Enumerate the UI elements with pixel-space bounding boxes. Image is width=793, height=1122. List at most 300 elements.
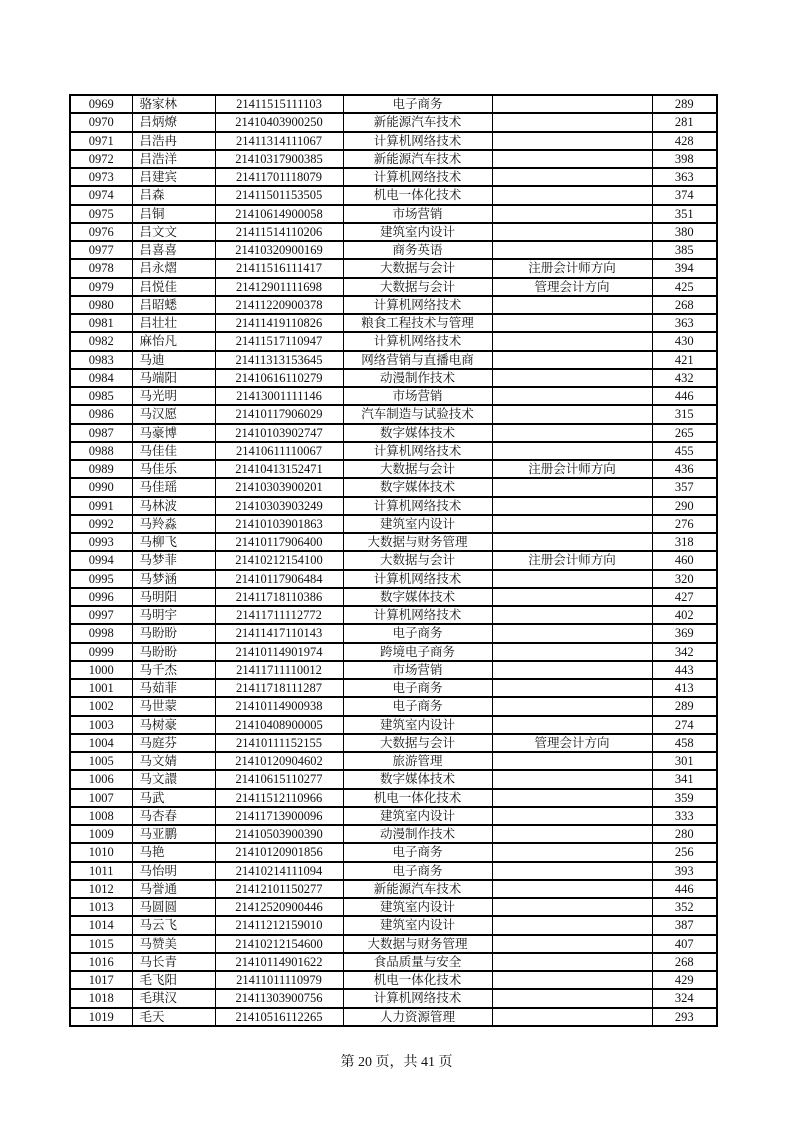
cell-major: 机电一体化技术 bbox=[343, 789, 492, 807]
cell-major: 新能源汽车技术 bbox=[343, 880, 492, 898]
cell-seq: 0975 bbox=[70, 205, 132, 223]
cell-major: 建筑室内设计 bbox=[343, 916, 492, 934]
page-number-footer: 第 20 页，共 41 页 bbox=[340, 1055, 453, 1070]
cell-seq: 0988 bbox=[70, 442, 132, 460]
cell-score: 380 bbox=[652, 223, 717, 241]
table-row bbox=[70, 332, 717, 350]
cell-score: 293 bbox=[652, 1008, 717, 1026]
cell-student-id: 21410117906029 bbox=[215, 405, 343, 423]
cell-direction bbox=[492, 332, 652, 350]
cell-major: 机电一体化技术 bbox=[343, 971, 492, 989]
cell-name: 马千杰 bbox=[132, 661, 215, 679]
cell-score: 421 bbox=[652, 351, 717, 369]
cell-seq: 0972 bbox=[70, 150, 132, 168]
cell-direction bbox=[492, 387, 652, 405]
cell-student-id: 21410214111094 bbox=[215, 862, 343, 880]
cell-name: 吕昭蟋 bbox=[132, 296, 215, 314]
cell-score: 274 bbox=[652, 716, 717, 734]
cell-score: 374 bbox=[652, 186, 717, 204]
cell-seq: 1001 bbox=[70, 679, 132, 697]
cell-score: 265 bbox=[652, 424, 717, 442]
table-row bbox=[70, 460, 717, 478]
cell-student-id: 21410615110277 bbox=[215, 770, 343, 788]
cell-major: 市场营销 bbox=[343, 661, 492, 679]
cell-major: 计算机网络技术 bbox=[343, 132, 492, 150]
cell-direction bbox=[492, 296, 652, 314]
cell-score: 281 bbox=[652, 113, 717, 131]
cell-name: 马梦涵 bbox=[132, 570, 215, 588]
cell-score: 280 bbox=[652, 825, 717, 843]
cell-major: 电子商务 bbox=[343, 624, 492, 642]
cell-student-id: 21411303900756 bbox=[215, 989, 343, 1007]
table-row bbox=[70, 898, 717, 916]
cell-student-id: 21410111152155 bbox=[215, 734, 343, 752]
table-row bbox=[70, 132, 717, 150]
table-row bbox=[70, 278, 717, 296]
cell-seq: 0998 bbox=[70, 624, 132, 642]
cell-direction bbox=[492, 880, 652, 898]
cell-major: 跨境电子商务 bbox=[343, 643, 492, 661]
cell-name: 吕铜 bbox=[132, 205, 215, 223]
table-row bbox=[70, 387, 717, 405]
cell-name: 马盼盼 bbox=[132, 624, 215, 642]
cell-student-id: 21411516111417 bbox=[215, 259, 343, 277]
cell-seq: 1000 bbox=[70, 661, 132, 679]
cell-student-id: 21412520900446 bbox=[215, 898, 343, 916]
table-row bbox=[70, 624, 717, 642]
cell-major: 网络营销与直播电商 bbox=[343, 351, 492, 369]
cell-seq: 0974 bbox=[70, 186, 132, 204]
table-row bbox=[70, 223, 717, 241]
cell-direction bbox=[492, 843, 652, 861]
cell-student-id: 21411711110012 bbox=[215, 661, 343, 679]
cell-name: 马茹菲 bbox=[132, 679, 215, 697]
cell-direction bbox=[492, 716, 652, 734]
cell-seq: 1019 bbox=[70, 1008, 132, 1026]
cell-student-id: 21411212159010 bbox=[215, 916, 343, 934]
cell-major: 建筑室内设计 bbox=[343, 898, 492, 916]
cell-seq: 1013 bbox=[70, 898, 132, 916]
cell-direction bbox=[492, 497, 652, 515]
table-row bbox=[70, 369, 717, 387]
cell-direction bbox=[492, 1008, 652, 1026]
cell-seq: 1002 bbox=[70, 697, 132, 715]
cell-student-id: 21410103902747 bbox=[215, 424, 343, 442]
cell-score: 443 bbox=[652, 661, 717, 679]
cell-score: 315 bbox=[652, 405, 717, 423]
cell-score: 369 bbox=[652, 624, 717, 642]
cell-major: 计算机网络技术 bbox=[343, 332, 492, 350]
cell-student-id: 21410103901863 bbox=[215, 515, 343, 533]
cell-student-id: 21411718110386 bbox=[215, 588, 343, 606]
table-row bbox=[70, 606, 717, 624]
cell-student-id: 21410114900938 bbox=[215, 697, 343, 715]
cell-seq: 1012 bbox=[70, 880, 132, 898]
cell-seq: 0990 bbox=[70, 478, 132, 496]
table-row bbox=[70, 770, 717, 788]
table-row bbox=[70, 661, 717, 679]
cell-student-id: 21411718111287 bbox=[215, 679, 343, 697]
cell-major: 数字媒体技术 bbox=[343, 588, 492, 606]
cell-major: 市场营销 bbox=[343, 387, 492, 405]
table-row bbox=[70, 789, 717, 807]
table-row bbox=[70, 916, 717, 934]
cell-seq: 0978 bbox=[70, 259, 132, 277]
cell-direction: 管理会计方向 bbox=[492, 734, 652, 752]
cell-seq: 0969 bbox=[70, 95, 132, 113]
cell-major: 动漫制作技术 bbox=[343, 369, 492, 387]
cell-name: 马羚淼 bbox=[132, 515, 215, 533]
cell-name: 马庭芬 bbox=[132, 734, 215, 752]
cell-student-id: 21410317900385 bbox=[215, 150, 343, 168]
cell-seq: 0971 bbox=[70, 132, 132, 150]
cell-name: 马佳佳 bbox=[132, 442, 215, 460]
cell-score: 387 bbox=[652, 916, 717, 934]
cell-seq: 0979 bbox=[70, 278, 132, 296]
cell-seq: 0997 bbox=[70, 606, 132, 624]
student-score-table bbox=[69, 94, 718, 1027]
table-row bbox=[70, 807, 717, 825]
cell-major: 计算机网络技术 bbox=[343, 442, 492, 460]
cell-major: 大数据与会计 bbox=[343, 734, 492, 752]
cell-major: 电子商务 bbox=[343, 679, 492, 697]
cell-seq: 0981 bbox=[70, 314, 132, 332]
cell-seq: 0991 bbox=[70, 497, 132, 515]
cell-major: 计算机网络技术 bbox=[343, 296, 492, 314]
cell-student-id: 21410413152471 bbox=[215, 460, 343, 478]
cell-student-id: 21411713900096 bbox=[215, 807, 343, 825]
cell-name: 马艳 bbox=[132, 843, 215, 861]
cell-score: 436 bbox=[652, 460, 717, 478]
cell-seq: 1003 bbox=[70, 716, 132, 734]
table-row bbox=[70, 679, 717, 697]
cell-student-id: 21410614900058 bbox=[215, 205, 343, 223]
cell-direction bbox=[492, 789, 652, 807]
cell-name: 吕喜喜 bbox=[132, 241, 215, 259]
cell-major: 电子商务 bbox=[343, 95, 492, 113]
cell-name: 马光明 bbox=[132, 387, 215, 405]
cell-name: 马梦菲 bbox=[132, 551, 215, 569]
cell-score: 301 bbox=[652, 752, 717, 770]
cell-student-id: 21410117906484 bbox=[215, 570, 343, 588]
cell-seq: 1010 bbox=[70, 843, 132, 861]
table-row bbox=[70, 405, 717, 423]
cell-direction bbox=[492, 643, 652, 661]
cell-direction bbox=[492, 825, 652, 843]
table-row bbox=[70, 588, 717, 606]
cell-major: 计算机网络技术 bbox=[343, 168, 492, 186]
cell-score: 289 bbox=[652, 697, 717, 715]
cell-seq: 1017 bbox=[70, 971, 132, 989]
cell-direction bbox=[492, 186, 652, 204]
cell-seq: 0999 bbox=[70, 643, 132, 661]
cell-direction bbox=[492, 989, 652, 1007]
table-row bbox=[70, 113, 717, 131]
cell-name: 马云飞 bbox=[132, 916, 215, 934]
cell-name: 马柳飞 bbox=[132, 533, 215, 551]
cell-name: 毛天 bbox=[132, 1008, 215, 1026]
table-body bbox=[70, 95, 717, 1026]
cell-major: 电子商务 bbox=[343, 862, 492, 880]
cell-major: 建筑室内设计 bbox=[343, 716, 492, 734]
cell-name: 马武 bbox=[132, 789, 215, 807]
cell-major: 商务英语 bbox=[343, 241, 492, 259]
cell-name: 毛飞阳 bbox=[132, 971, 215, 989]
cell-name: 吕浩洋 bbox=[132, 150, 215, 168]
cell-seq: 0976 bbox=[70, 223, 132, 241]
cell-direction bbox=[492, 132, 652, 150]
cell-student-id: 21411517110947 bbox=[215, 332, 343, 350]
cell-direction bbox=[492, 916, 652, 934]
cell-student-id: 21410114901974 bbox=[215, 643, 343, 661]
cell-student-id: 21410516112265 bbox=[215, 1008, 343, 1026]
cell-seq: 0984 bbox=[70, 369, 132, 387]
table-row bbox=[70, 734, 717, 752]
cell-score: 402 bbox=[652, 606, 717, 624]
cell-name: 马誉通 bbox=[132, 880, 215, 898]
table-row bbox=[70, 716, 717, 734]
cell-student-id: 21412901111698 bbox=[215, 278, 343, 296]
cell-score: 352 bbox=[652, 898, 717, 916]
cell-major: 计算机网络技术 bbox=[343, 497, 492, 515]
cell-name: 马迪 bbox=[132, 351, 215, 369]
cell-direction bbox=[492, 770, 652, 788]
cell-major: 计算机网络技术 bbox=[343, 606, 492, 624]
cell-student-id: 21410408900005 bbox=[215, 716, 343, 734]
cell-seq: 0996 bbox=[70, 588, 132, 606]
cell-major: 电子商务 bbox=[343, 697, 492, 715]
cell-score: 289 bbox=[652, 95, 717, 113]
table-row bbox=[70, 424, 717, 442]
table-row bbox=[70, 570, 717, 588]
cell-major: 动漫制作技术 bbox=[343, 825, 492, 843]
cell-score: 428 bbox=[652, 132, 717, 150]
cell-name: 马树豪 bbox=[132, 716, 215, 734]
table-row bbox=[70, 953, 717, 971]
cell-score: 268 bbox=[652, 953, 717, 971]
cell-seq: 0985 bbox=[70, 387, 132, 405]
cell-major: 人力资源管理 bbox=[343, 1008, 492, 1026]
cell-seq: 0983 bbox=[70, 351, 132, 369]
cell-name: 马豪博 bbox=[132, 424, 215, 442]
cell-major: 大数据与会计 bbox=[343, 551, 492, 569]
cell-major: 电子商务 bbox=[343, 843, 492, 861]
cell-direction bbox=[492, 971, 652, 989]
cell-direction bbox=[492, 150, 652, 168]
cell-direction bbox=[492, 314, 652, 332]
cell-major: 建筑室内设计 bbox=[343, 515, 492, 533]
cell-name: 马怡明 bbox=[132, 862, 215, 880]
cell-major: 数字媒体技术 bbox=[343, 478, 492, 496]
cell-direction bbox=[492, 807, 652, 825]
cell-major: 大数据与会计 bbox=[343, 460, 492, 478]
cell-score: 413 bbox=[652, 679, 717, 697]
cell-student-id: 21410120901856 bbox=[215, 843, 343, 861]
cell-major: 食品质量与安全 bbox=[343, 953, 492, 971]
cell-seq: 1008 bbox=[70, 807, 132, 825]
cell-name: 马明阳 bbox=[132, 588, 215, 606]
cell-seq: 1018 bbox=[70, 989, 132, 1007]
cell-score: 458 bbox=[652, 734, 717, 752]
table-row bbox=[70, 186, 717, 204]
cell-score: 432 bbox=[652, 369, 717, 387]
cell-score: 455 bbox=[652, 442, 717, 460]
cell-major: 建筑室内设计 bbox=[343, 223, 492, 241]
cell-name: 毛琪汉 bbox=[132, 989, 215, 1007]
cell-score: 357 bbox=[652, 478, 717, 496]
cell-direction: 管理会计方向 bbox=[492, 278, 652, 296]
cell-score: 276 bbox=[652, 515, 717, 533]
cell-seq: 1015 bbox=[70, 935, 132, 953]
cell-major: 汽车制造与试验技术 bbox=[343, 405, 492, 423]
cell-student-id: 21411313153645 bbox=[215, 351, 343, 369]
cell-student-id: 21410403900250 bbox=[215, 113, 343, 131]
cell-student-id: 21410503900390 bbox=[215, 825, 343, 843]
cell-seq: 0993 bbox=[70, 533, 132, 551]
cell-name: 马文婧 bbox=[132, 752, 215, 770]
cell-major: 大数据与财务管理 bbox=[343, 533, 492, 551]
cell-major: 新能源汽车技术 bbox=[343, 113, 492, 131]
cell-direction: 注册会计师方向 bbox=[492, 460, 652, 478]
cell-seq: 0973 bbox=[70, 168, 132, 186]
cell-direction bbox=[492, 369, 652, 387]
cell-student-id: 21411419110826 bbox=[215, 314, 343, 332]
cell-student-id: 21410611110067 bbox=[215, 442, 343, 460]
cell-score: 256 bbox=[652, 843, 717, 861]
cell-direction bbox=[492, 241, 652, 259]
cell-score: 430 bbox=[652, 332, 717, 350]
cell-seq: 1011 bbox=[70, 862, 132, 880]
cell-major: 计算机网络技术 bbox=[343, 989, 492, 1007]
cell-student-id: 21410114901622 bbox=[215, 953, 343, 971]
cell-student-id: 21410120904602 bbox=[215, 752, 343, 770]
table-row bbox=[70, 971, 717, 989]
cell-seq: 0995 bbox=[70, 570, 132, 588]
cell-student-id: 21410320900169 bbox=[215, 241, 343, 259]
cell-major: 旅游管理 bbox=[343, 752, 492, 770]
table-row bbox=[70, 168, 717, 186]
cell-direction bbox=[492, 168, 652, 186]
cell-seq: 0970 bbox=[70, 113, 132, 131]
table-row bbox=[70, 825, 717, 843]
cell-direction bbox=[492, 205, 652, 223]
table-row bbox=[70, 533, 717, 551]
cell-name: 马杏春 bbox=[132, 807, 215, 825]
cell-score: 341 bbox=[652, 770, 717, 788]
cell-score: 342 bbox=[652, 643, 717, 661]
cell-major: 建筑室内设计 bbox=[343, 807, 492, 825]
cell-name: 吕悦佳 bbox=[132, 278, 215, 296]
cell-major: 市场营销 bbox=[343, 205, 492, 223]
cell-student-id: 21411512110966 bbox=[215, 789, 343, 807]
cell-student-id: 21411711112772 bbox=[215, 606, 343, 624]
cell-name: 吕建宾 bbox=[132, 168, 215, 186]
cell-seq: 0994 bbox=[70, 551, 132, 569]
cell-direction bbox=[492, 606, 652, 624]
cell-student-id: 21411701118079 bbox=[215, 168, 343, 186]
cell-name: 马盼盼 bbox=[132, 643, 215, 661]
table-row bbox=[70, 259, 717, 277]
cell-seq: 0982 bbox=[70, 332, 132, 350]
cell-direction bbox=[492, 898, 652, 916]
cell-student-id: 21410212154600 bbox=[215, 935, 343, 953]
cell-direction bbox=[492, 953, 652, 971]
table-row bbox=[70, 752, 717, 770]
cell-score: 290 bbox=[652, 497, 717, 515]
cell-direction bbox=[492, 113, 652, 131]
cell-score: 393 bbox=[652, 862, 717, 880]
cell-direction bbox=[492, 862, 652, 880]
cell-seq: 0980 bbox=[70, 296, 132, 314]
cell-direction bbox=[492, 533, 652, 551]
cell-name: 马世蒙 bbox=[132, 697, 215, 715]
cell-name: 马汉愿 bbox=[132, 405, 215, 423]
cell-direction bbox=[492, 351, 652, 369]
cell-direction bbox=[492, 661, 652, 679]
cell-seq: 1006 bbox=[70, 770, 132, 788]
table-row bbox=[70, 551, 717, 569]
cell-student-id: 21411501153505 bbox=[215, 186, 343, 204]
cell-score: 446 bbox=[652, 387, 717, 405]
table-row bbox=[70, 497, 717, 515]
cell-student-id: 21412101150277 bbox=[215, 880, 343, 898]
cell-score: 359 bbox=[652, 789, 717, 807]
cell-seq: 0989 bbox=[70, 460, 132, 478]
table-row bbox=[70, 205, 717, 223]
table-row bbox=[70, 241, 717, 259]
table-row bbox=[70, 1008, 717, 1026]
table-row bbox=[70, 862, 717, 880]
cell-score: 398 bbox=[652, 150, 717, 168]
table-row bbox=[70, 989, 717, 1007]
table-row bbox=[70, 442, 717, 460]
cell-name: 马佳瑶 bbox=[132, 478, 215, 496]
cell-direction bbox=[492, 588, 652, 606]
cell-score: 425 bbox=[652, 278, 717, 296]
cell-name: 马圆圆 bbox=[132, 898, 215, 916]
cell-name: 马端阳 bbox=[132, 369, 215, 387]
cell-direction bbox=[492, 442, 652, 460]
table-row bbox=[70, 935, 717, 953]
cell-direction: 注册会计师方向 bbox=[492, 259, 652, 277]
cell-name: 马亚鹏 bbox=[132, 825, 215, 843]
cell-direction bbox=[492, 697, 652, 715]
cell-student-id: 21411011110979 bbox=[215, 971, 343, 989]
cell-name: 吕文文 bbox=[132, 223, 215, 241]
cell-direction bbox=[492, 935, 652, 953]
cell-direction bbox=[492, 515, 652, 533]
cell-major: 大数据与财务管理 bbox=[343, 935, 492, 953]
cell-seq: 0992 bbox=[70, 515, 132, 533]
cell-direction bbox=[492, 478, 652, 496]
cell-student-id: 21411515111103 bbox=[215, 95, 343, 113]
table-row bbox=[70, 643, 717, 661]
cell-direction bbox=[492, 570, 652, 588]
table-row bbox=[70, 515, 717, 533]
cell-seq: 0987 bbox=[70, 424, 132, 442]
cell-seq: 1016 bbox=[70, 953, 132, 971]
cell-major: 大数据与会计 bbox=[343, 278, 492, 296]
table-row bbox=[70, 150, 717, 168]
cell-score: 363 bbox=[652, 314, 717, 332]
cell-major: 新能源汽车技术 bbox=[343, 150, 492, 168]
table-row bbox=[70, 95, 717, 113]
cell-major: 数字媒体技术 bbox=[343, 770, 492, 788]
cell-name: 马佳乐 bbox=[132, 460, 215, 478]
cell-seq: 1007 bbox=[70, 789, 132, 807]
cell-major: 机电一体化技术 bbox=[343, 186, 492, 204]
cell-student-id: 21413001111146 bbox=[215, 387, 343, 405]
